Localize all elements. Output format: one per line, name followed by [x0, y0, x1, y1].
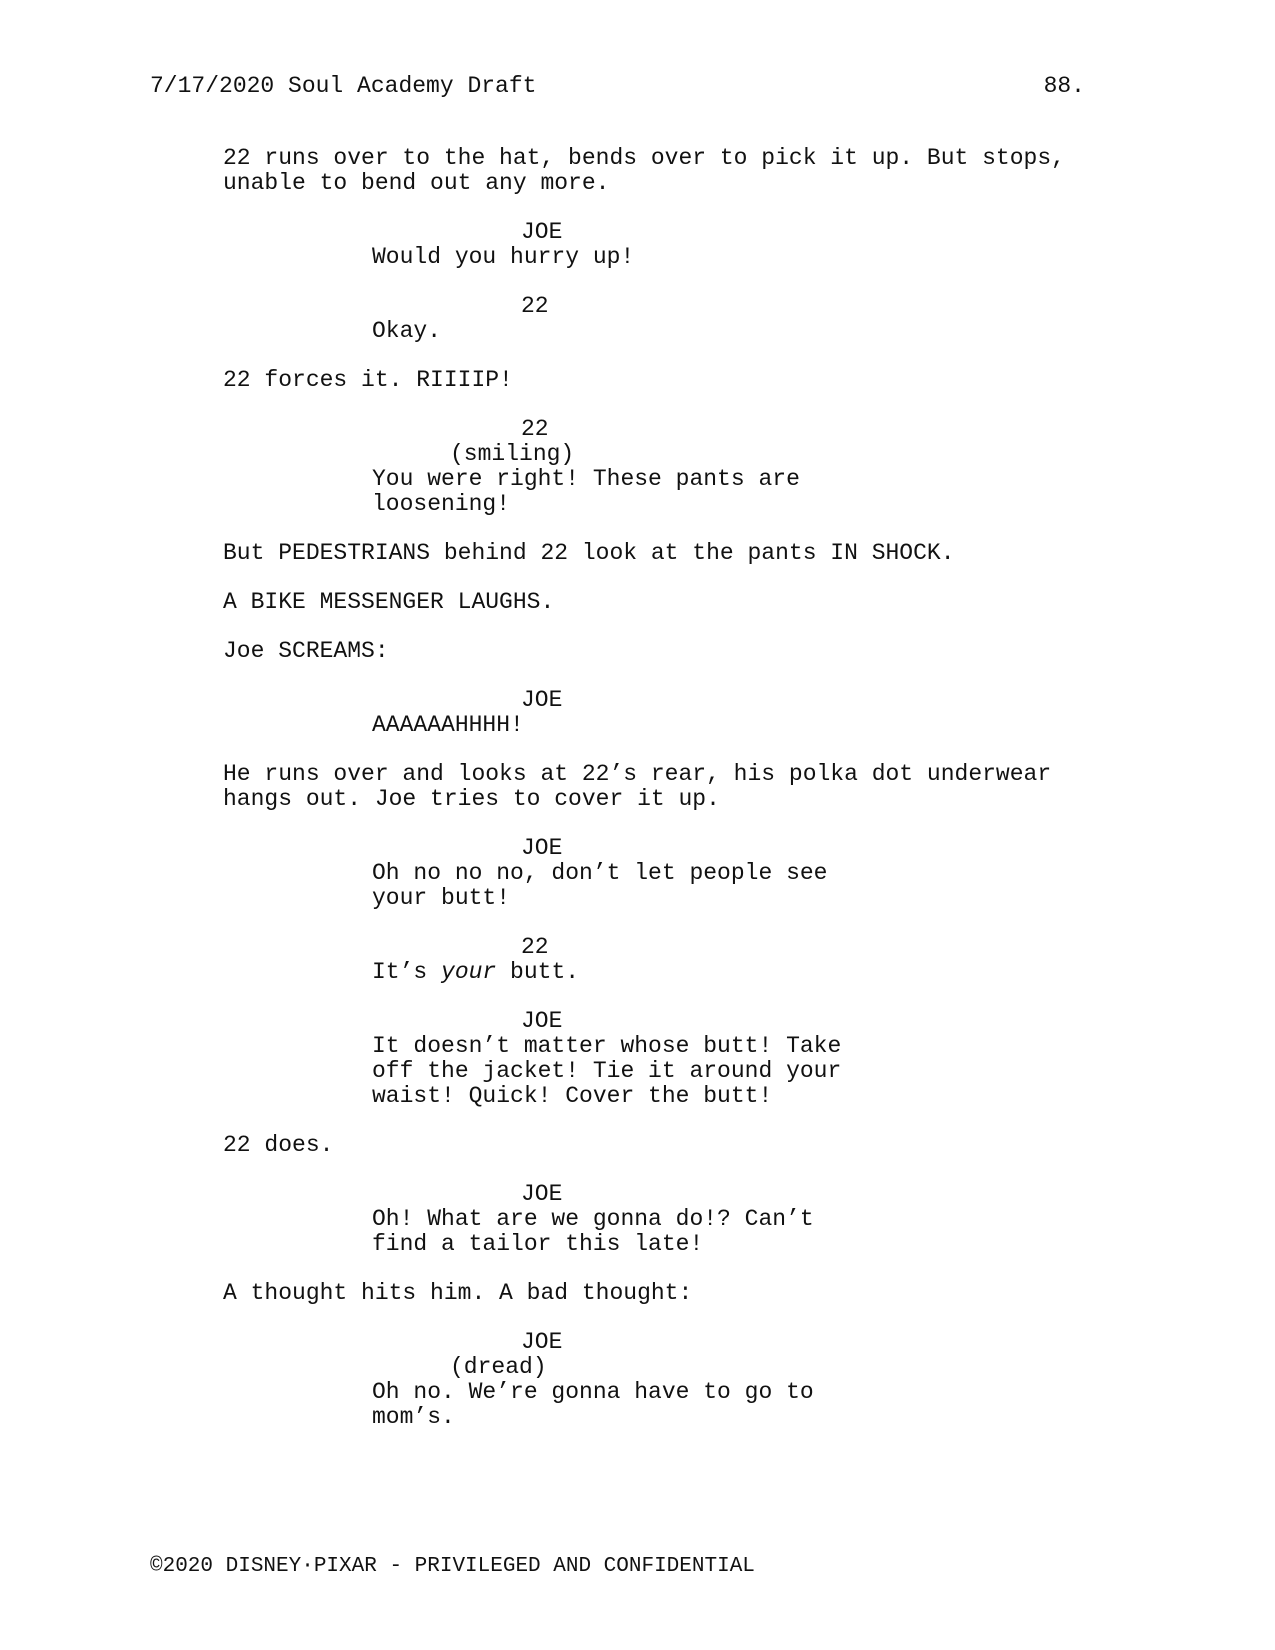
action-line: 22 forces it. RIIIIP!	[223, 367, 513, 393]
action-line: 22 runs over to the hat, bends over to pick it up. But stops, unable to bend out any more.	[223, 145, 1065, 196]
dialogue	[372, 960, 579, 985]
dialogue: Oh! What are we gonna do!? Can’t find a tailor this late!	[372, 1206, 814, 1257]
action-line: 22 does.	[223, 1132, 334, 1158]
dialogue-text: It’s	[372, 959, 442, 985]
character-cue: 22	[521, 934, 549, 960]
page-number: 88.	[1043, 73, 1085, 99]
action-line: A thought hits him. A bad thought:	[223, 1280, 693, 1306]
parenthetical: (dread)	[450, 1354, 547, 1380]
character-cue: 22	[521, 416, 549, 442]
character-cue: JOE	[521, 835, 563, 861]
character-cue: JOE	[521, 1329, 563, 1355]
parenthetical: (smiling)	[450, 441, 575, 467]
dialogue: Okay.	[372, 318, 442, 344]
emphasized-word: your	[441, 959, 497, 985]
dialogue: Oh no. We’re gonna have to go to mom’s.	[372, 1379, 814, 1430]
action-line: He runs over and looks at 22’s rear, his polka dot underwear hangs out. Joe tries to cover it up.	[223, 761, 1052, 812]
character-cue: JOE	[521, 1008, 563, 1034]
action-line: But PEDESTRIANS behind 22 look at the pants IN SHOCK.	[223, 540, 955, 566]
character-cue: JOE	[521, 687, 563, 713]
dialogue: You were right! These pants are loosening!	[372, 466, 800, 517]
dialogue: AAAAAAHHHH!	[372, 712, 524, 738]
header-draft-info: 7/17/2020 Soul Academy Draft	[150, 73, 537, 99]
action-line: A BIKE MESSENGER LAUGHS.	[223, 589, 555, 615]
dialogue: Oh no no no, don’t let people see your butt!	[372, 860, 828, 911]
confidentiality-footer: ©2020 DISNEY·PIXAR - PRIVILEGED AND CONFIDENTIAL	[150, 1555, 755, 1578]
character-cue: JOE	[521, 1181, 563, 1207]
dialogue-text: butt.	[496, 959, 580, 985]
character-cue: 22	[521, 293, 549, 319]
dialogue: It doesn’t matter whose butt! Take off the jacket! Tie it around your waist! Quick! Cover the butt!	[372, 1033, 842, 1109]
action-line: Joe SCREAMS:	[223, 638, 389, 664]
dialogue: Would you hurry up!	[372, 244, 635, 270]
character-cue: JOE	[521, 219, 563, 245]
